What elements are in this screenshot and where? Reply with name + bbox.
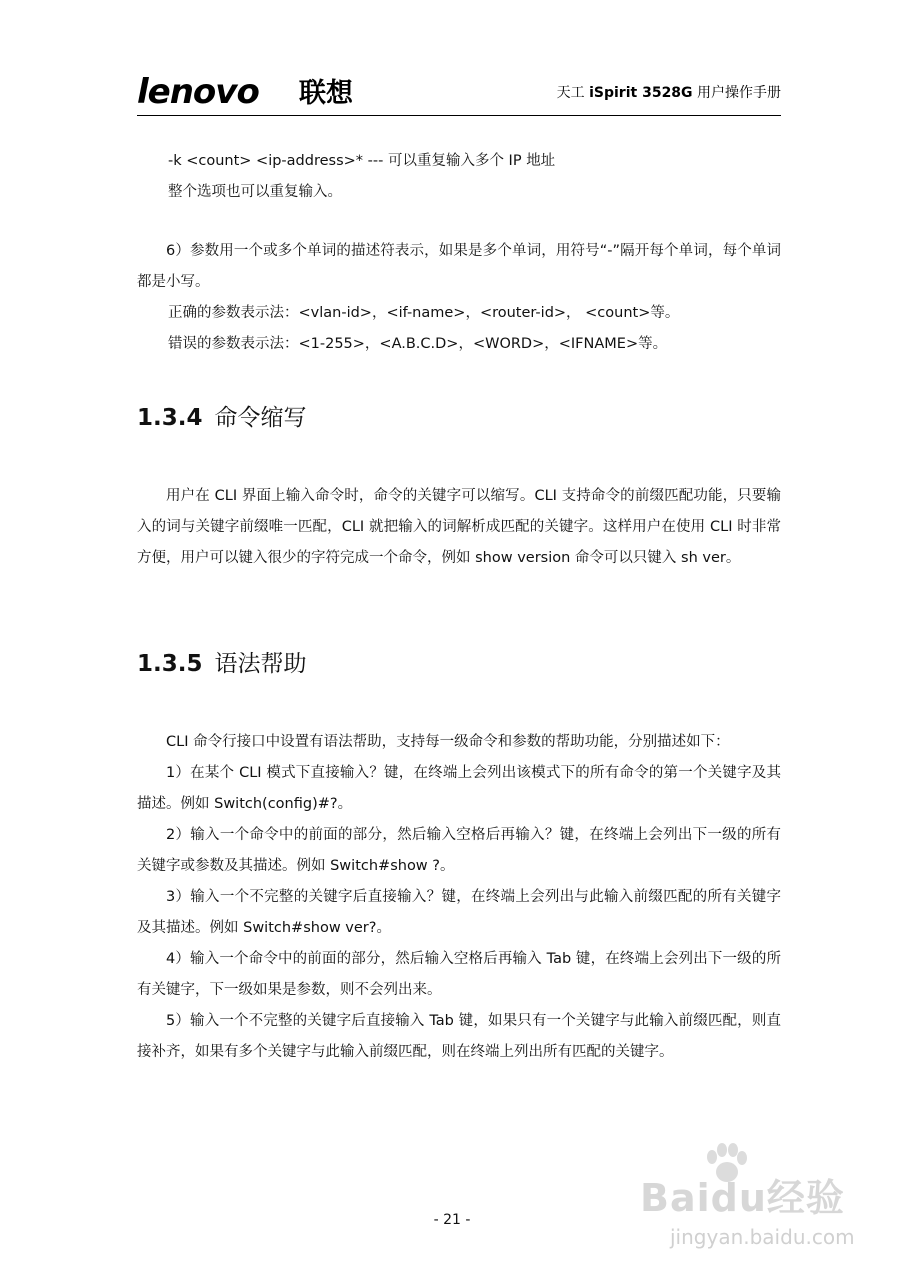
help-item-1: 1）在某个 CLI 模式下直接输入？键，在终端上会列出该模式下的所有命令的第一个关键字及其描述。例如 Switch(config)#?。 <box>137 765 781 812</box>
baidu-watermark <box>640 1143 872 1263</box>
wrong-params-line: 错误的参数表示法：<1-255>，<A.B.C.D>，<WORD>，<IFNAME>等。 <box>168 336 668 352</box>
section-heading-1-3-4 <box>137 403 307 433</box>
correct-params-line: 正确的参数表示法：<vlan-id>，<if-name>，<router-id>， <count>等。 <box>168 305 680 321</box>
option-repeat-note: 整个选项也可以重复输入。 <box>168 184 342 200</box>
abbreviation-paragraph: 用户在 CLI 界面上输入命令时，命令的关键字可以缩写。CLI 支持命令的前缀匹配功能，只要输入的词与关键字前缀唯一匹配，CLI 就把输入的词解析成匹配的关键字。这样用户在使用 CLI 时非常方便，用户可以键入很少的字符完成一个命令，例如 show version 命令可以只键入 sh ver。 <box>137 488 781 566</box>
title-suffix: 用户操作手册 <box>692 85 781 101</box>
section-number: 1.3.4 <box>137 405 203 431</box>
section-title: 语法帮助 <box>214 651 307 677</box>
watermark-url: jingyan.baidu.com <box>670 1225 855 1249</box>
title-prefix: 天工 <box>556 85 590 101</box>
help-item-2: 2）输入一个命令中的前面的部分，然后输入空格后再输入？键，在终端上会列出下一级的所有关键字或参数及其描述。例如 Switch#show ?。 <box>137 827 781 874</box>
header-rule <box>137 115 781 116</box>
watermark-logo: Baidu经验 <box>640 1176 845 1220</box>
lenovo-logo: lenovo <box>137 72 259 112</box>
help-item-5: 5）输入一个不完整的关键字后直接输入 Tab 键，如果只有一个关键字与此输入前缀匹配，则直接补齐，如果有多个关键字与此输入前缀匹配，则在终端上列出所有匹配的关键字。 <box>137 1013 781 1060</box>
page-header <box>137 68 781 116</box>
lenovo-logo-cn: 联想 <box>299 78 353 109</box>
page-number: - 21 - <box>433 1212 471 1228</box>
rule-6-paragraph: 6）参数用一个或多个单词的描述符表示，如果是多个单词，用符号“-”隔开每个单词，每个单词都是小写。 <box>137 243 781 290</box>
section-heading-1-3-5 <box>137 649 307 679</box>
section-title: 命令缩写 <box>214 405 307 431</box>
section-number: 1.3.5 <box>137 651 203 677</box>
help-item-3: 3）输入一个不完整的关键字后直接输入？键，在终端上会列出与此输入前缀匹配的所有关键字及其描述。例如 Switch#show ver?。 <box>137 889 781 936</box>
title-product: iSpirit 3528G <box>589 85 693 101</box>
manual-title <box>557 82 781 102</box>
option-repeat-line: -k <count> <ip-address>* --- 可以重复输入多个 IP 地址 <box>168 153 556 169</box>
help-intro: CLI 命令行接口中设置有语法帮助，支持每一级命令和参数的帮助功能，分别描述如下： <box>166 734 730 750</box>
help-item-4: 4）输入一个命令中的前面的部分，然后输入空格后再输入 Tab 键，在终端上会列出下一级的所有关键字，下一级如果是参数，则不会列出来。 <box>137 951 781 998</box>
